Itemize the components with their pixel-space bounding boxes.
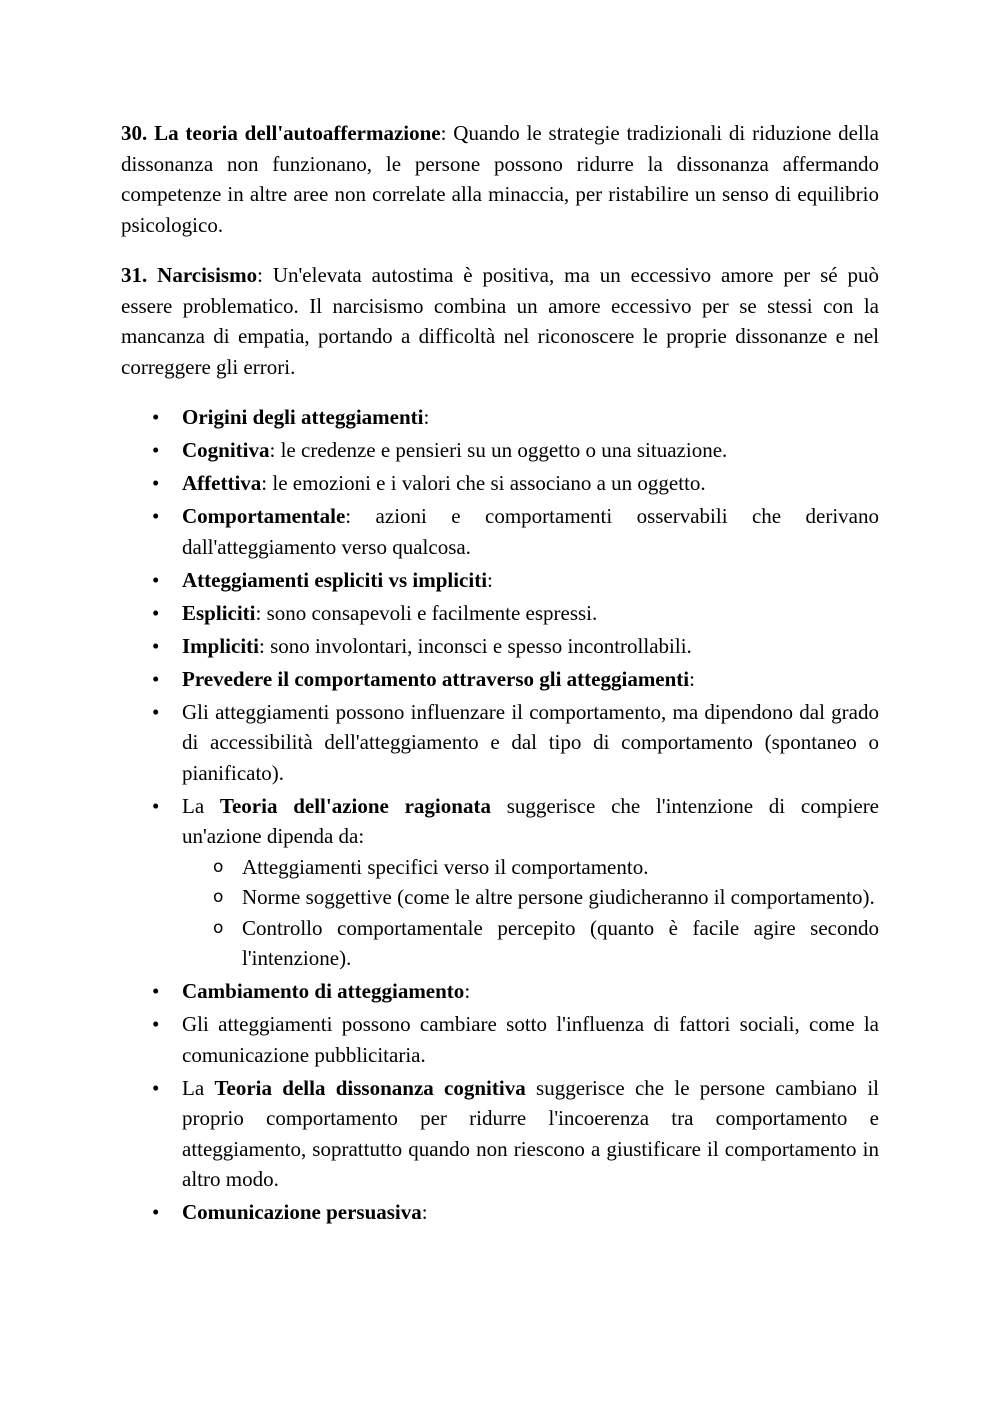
sub-list-item bbox=[182, 913, 879, 974]
list-item-prefix: La bbox=[182, 793, 220, 818]
bullet-icon: • bbox=[152, 438, 160, 462]
list-item-text: : bbox=[423, 405, 430, 429]
list-item-bold: Origini degli atteggiamenti bbox=[182, 405, 424, 429]
list-item bbox=[121, 468, 879, 499]
list-item-bold: Espliciti bbox=[182, 600, 256, 625]
list-item bbox=[121, 402, 879, 433]
paragraph-31-text: : Un'elevata autostima è positiva, ma un eccessivo amore per sé può essere problematico. Il narcisismo combina un amore eccessivo per se stessi con la mancanza di empatia, portando a difficoltà nel riconoscere le proprie dissonanze e nel correggere gli errori. bbox=[121, 263, 879, 379]
list-item bbox=[121, 976, 879, 1007]
list-item-bold: Atteggiamenti espliciti vs impliciti bbox=[182, 567, 488, 592]
list-item-bold: Teoria della dissonanza cognitiva bbox=[214, 1075, 526, 1100]
sub-list-item bbox=[182, 852, 879, 883]
bullet-icon: • bbox=[152, 600, 160, 625]
list-item-text: : bbox=[487, 567, 493, 592]
bullet-icon: • bbox=[152, 666, 160, 691]
list-item bbox=[121, 697, 879, 789]
list-item-bold: Impliciti bbox=[182, 633, 259, 658]
bullet-icon: • bbox=[152, 567, 160, 592]
list-item bbox=[121, 1197, 879, 1228]
bullet-icon: • bbox=[152, 793, 160, 818]
paragraph-31-heading: 31. Narcisismo bbox=[121, 263, 258, 287]
list-item-text: : bbox=[464, 979, 471, 1003]
paragraph-30-text: : Quando le strategie tradizionali di riduzione della dissonanza non funzionano, le persone possono ridurre la dissonanza affermando competenze in altre aree non correlate alla minaccia, per ristabilire un senso di equilibrio psicologico. bbox=[121, 121, 879, 237]
circle-bullet-icon: o bbox=[213, 917, 224, 938]
paragraph-31 bbox=[121, 260, 879, 382]
list-item bbox=[121, 664, 879, 695]
bullet-icon: • bbox=[152, 1012, 160, 1036]
bullet-icon: • bbox=[152, 633, 160, 658]
list-item bbox=[121, 598, 879, 629]
document-page bbox=[121, 118, 879, 1230]
list-item-text: : bbox=[689, 666, 695, 691]
list-item-bold: Teoria dell'azione ragionata bbox=[219, 793, 491, 818]
bullet-icon: • bbox=[152, 1075, 160, 1100]
circle-bullet-icon: o bbox=[213, 887, 224, 907]
list-item-prefix: La bbox=[182, 1075, 215, 1100]
paragraph-30 bbox=[121, 118, 879, 240]
list-item bbox=[121, 1009, 879, 1070]
list-item-bold: Comunicazione persuasiva bbox=[182, 1200, 422, 1224]
bullet-icon: • bbox=[152, 1200, 160, 1224]
list-item-text: Gli atteggiamenti possono influenzare il comportamento, ma dipendono dal grado di accessibilità dell'atteggiamento e dal tipo di comportamento (spontaneo o pianificato). bbox=[182, 699, 879, 785]
bullet-icon: • bbox=[152, 979, 160, 1003]
list-item-text: : le emozioni e i valori che si associano a un oggetto. bbox=[261, 471, 706, 495]
sub-list-item-text: Atteggiamenti specifici verso il comportamento. bbox=[242, 854, 649, 879]
list-item-text: suggerisce che le persone cambiano il proprio comportamento per ridurre l'incoerenza tra comportamento e atteggiamento, soprattutto quando non riescono a giustificare il comportamento in altro modo. bbox=[182, 1075, 879, 1191]
bullet-icon: • bbox=[152, 471, 160, 495]
list-item bbox=[121, 435, 879, 466]
list-item-text: : sono involontari, inconsci e spesso incontrollabili. bbox=[259, 633, 692, 658]
bullet-icon: • bbox=[152, 405, 160, 429]
list-item-text: : le credenze e pensieri su un oggetto o una situazione. bbox=[269, 438, 728, 462]
list-item-text: Gli atteggiamenti possono cambiare sotto l'influenza di fattori sociali, come la comunicazione pubblicitaria. bbox=[182, 1012, 879, 1067]
list-item-text: : azioni e comportamenti osservabili che derivano dall'atteggiamento verso qualcosa. bbox=[182, 504, 879, 559]
list-item bbox=[121, 501, 879, 562]
list-item bbox=[121, 631, 879, 662]
list-item-text: suggerisce che l'intenzione di compiere un'azione dipenda da: bbox=[182, 793, 880, 848]
list-item bbox=[121, 1073, 879, 1195]
list-item-bold: Prevedere il comportamento attraverso gli atteggiamenti bbox=[182, 666, 690, 691]
list-item-bold: Comportamentale bbox=[182, 504, 346, 528]
bullet-icon: • bbox=[152, 504, 160, 528]
list-item-text: : sono consapevoli e facilmente espressi. bbox=[255, 600, 598, 625]
list-item bbox=[121, 565, 879, 596]
sub-list-item-text: Norme soggettive (come le altre persone giudicheranno il comportamento). bbox=[242, 885, 875, 909]
sub-list bbox=[182, 852, 879, 974]
bullet-list bbox=[121, 402, 879, 1228]
circle-bullet-icon: o bbox=[213, 856, 224, 877]
list-item-bold: Cognitiva bbox=[182, 438, 270, 462]
list-item-bold: Affettiva bbox=[182, 471, 262, 495]
sub-list-item bbox=[182, 882, 879, 913]
sub-list-item-text: Controllo comportamentale percepito (quanto è facile agire secondo l'intenzione). bbox=[242, 915, 879, 970]
list-item bbox=[121, 791, 879, 974]
paragraph-30-heading: 30. La teoria dell'autoaffermazione bbox=[121, 121, 441, 145]
bullet-icon: • bbox=[152, 699, 160, 724]
list-item-text: : bbox=[421, 1200, 428, 1224]
list-item-bold: Cambiamento di atteggiamento bbox=[182, 979, 465, 1003]
